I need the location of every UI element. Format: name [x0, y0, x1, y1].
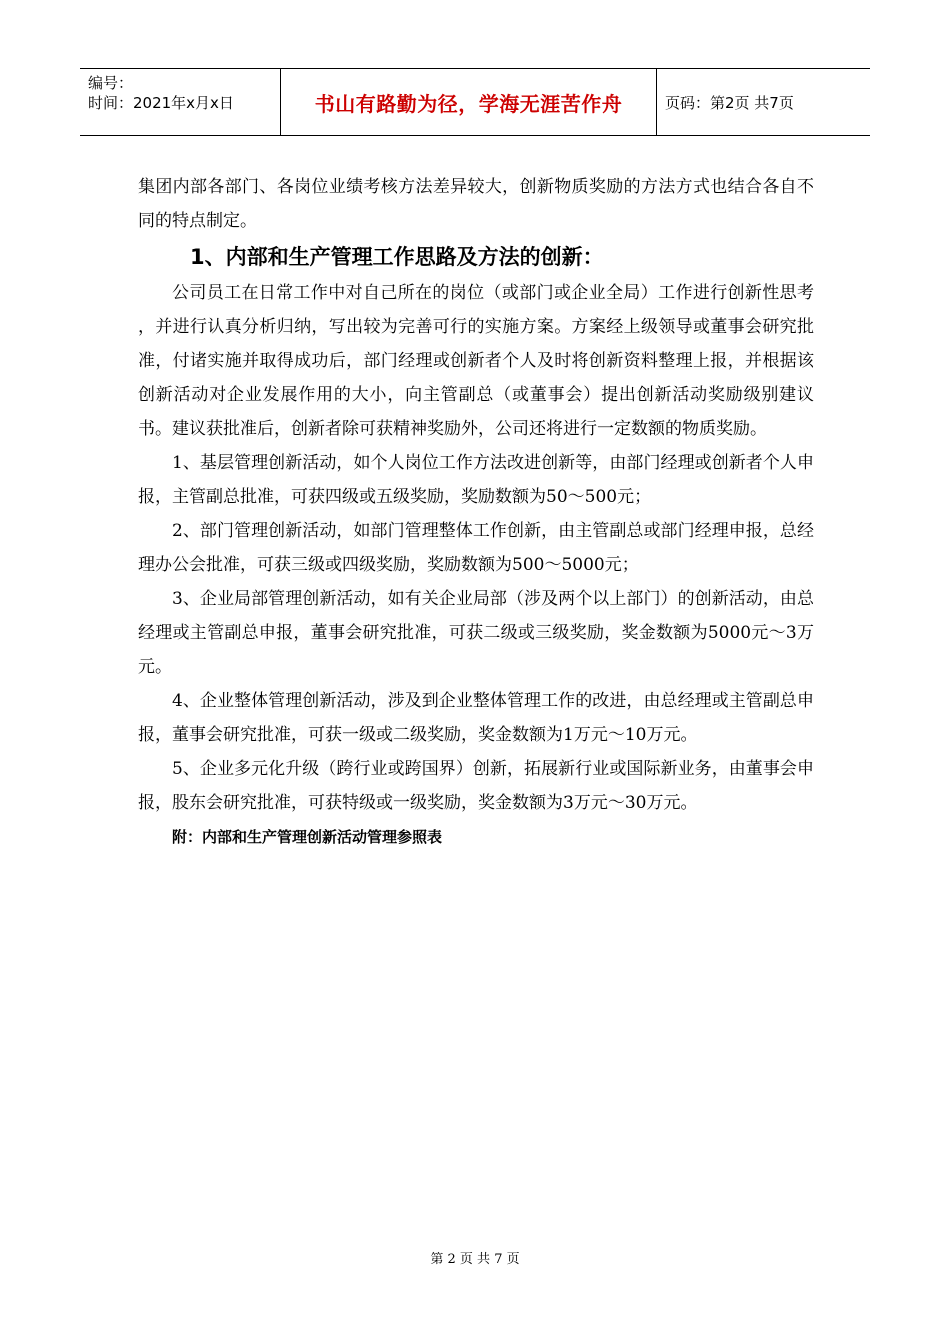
header-page-number: 页码：第2页 共7页 — [665, 93, 794, 112]
rule-item-3: 3、企业局部管理创新活动，如有关企业局部（涉及两个以上部门）的创新活动，由总经理或主管副总申报，董事会研究批准，可获二级或三级奖励，奖金数额为5000元～3万元。 — [138, 589, 814, 677]
header-motto: 书山有路勤为径，学海无涯苦作舟 — [281, 69, 657, 135]
rule-item-5: 5、企业多元化升级（跨行业或跨国界）创新，拓展新行业或国际新业务，由董事会申报，股东会研究批准，可获特级或一级奖励，奖金数额为3万元～30万元。 — [138, 759, 814, 813]
document-header — [80, 68, 870, 136]
intro-paragraph: 集团内部各部门、各岗位业绩考核方法差异较大，创新物质奖励的方法方式也结合各自不同的特点制定。 — [138, 177, 814, 231]
document-number-label: 编号： — [88, 74, 134, 92]
body-paragraph: 公司员工在日常工作中对自己所在的岗位（或部门或企业全局）工作进行创新性思考 ，并进行认真分析归纳，写出较为完善可行的实施方案。方案经上级领导或董事会研究批准，付诸实施并取得成功后，部门经理或创新者个人及时将创新资料整理上报，并根据该创新活动对企业发展作用的大小，向主管副总（或董事会）提出创新活动奖励级别建议书。建议获批准后，创新者除可获精神奖励外，公司还将进行一定数额的物质奖励。 — [138, 283, 814, 439]
page-footer: 第 2 页 共 7 页 — [430, 1252, 520, 1267]
document-date-label: 时间：2021年x月x日 — [88, 94, 234, 112]
rule-item-1: 1、基层管理创新活动，如个人岗位工作方法改进创新等，由部门经理或创新者个人申报，主管副总批准，可获四级或五级奖励，奖励数额为50～500元； — [138, 453, 814, 507]
appendix-note: 附：内部和生产管理创新活动管理参照表 — [172, 828, 443, 846]
header-meta — [80, 69, 281, 135]
section-title: 1、内部和生产管理工作思路及方法的创新： — [190, 245, 604, 269]
rule-item-2: 2、部门管理创新活动，如部门管理整体工作创新，由主管副总或部门经理申报，总经理办公会批准，可获三级或四级奖励，奖励数额为500～5000元； — [138, 521, 814, 575]
rule-item-4: 4、企业整体管理创新活动，涉及到企业整体管理工作的改进，由总经理或主管副总申报，董事会研究批准，可获一级或二级奖励，奖金数额为1万元～10万元。 — [138, 691, 814, 745]
document-body — [138, 170, 814, 854]
